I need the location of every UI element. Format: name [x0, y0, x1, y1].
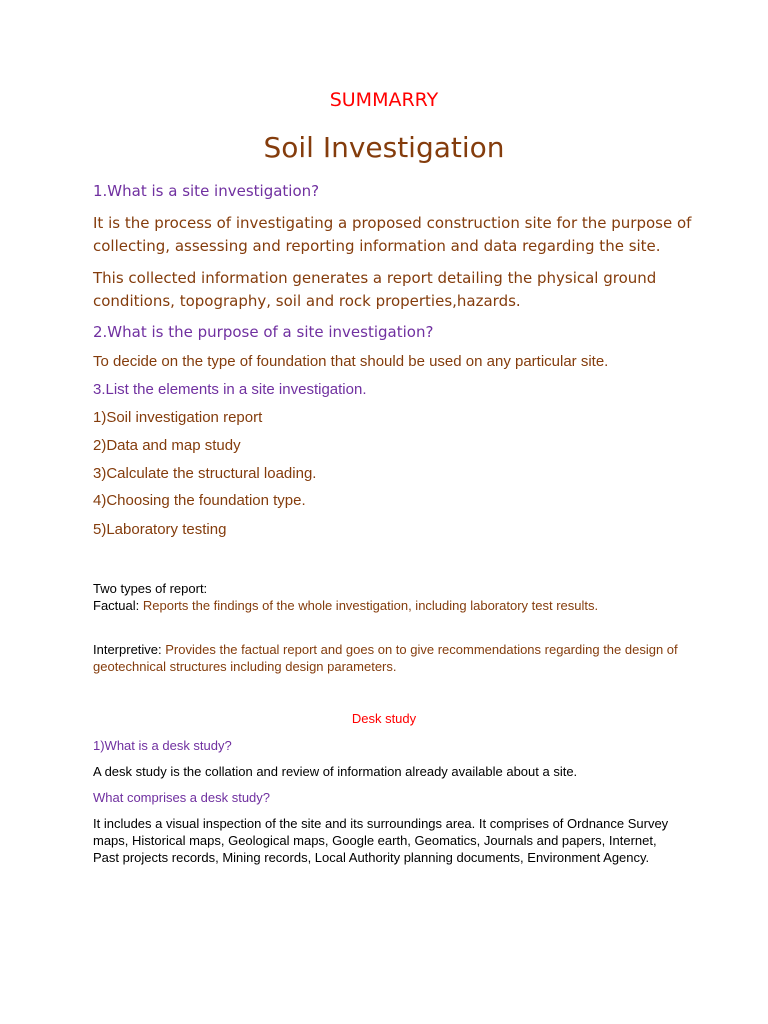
list-item: 3)Calculate the structural loading.	[93, 465, 317, 482]
factual-line	[93, 597, 598, 615]
page-title: Soil Investigation	[263, 131, 505, 164]
desk-study-question-1: 1)What is a desk study?	[93, 738, 232, 753]
answer-1-paragraph-2: This collected information generates a report detailing the physical ground conditions, topography, soil and rock properties,hazards.	[93, 269, 657, 310]
desk-study-answer-1: A desk study is the collation and review of information already available about a site.	[93, 764, 578, 779]
answer-1-paragraph-1: It is the process of investigating a proposed construction site for the purpose of collecting, assessing and reporting information and data regarding the site.	[93, 214, 692, 255]
desk-study-answer-2: It includes a visual inspection of the site and its surroundings area. It comprises of Ordnance Survey maps, Historical maps, Geological maps, Google earth, Geomatics, Journals and papers, Internet, Past projects records, Mining records, Local Authority planning documents, Environment Agency.	[93, 816, 669, 865]
question-1: 1.What is a site investigation?	[93, 182, 320, 200]
question-3: 3.List the elements in a site investigation.	[93, 381, 367, 398]
list-item: 5)Laboratory testing	[93, 521, 227, 538]
factual-text: Reports the findings of the whole investigation, including laboratory test results.	[142, 598, 599, 613]
desk-study-question-2: What comprises a desk study?	[93, 790, 271, 805]
factual-label: Factual:	[93, 598, 143, 613]
interpretive-paragraph	[93, 641, 683, 675]
desk-study-heading: Desk study	[351, 711, 417, 726]
summary-heading: SUMMARRY	[329, 89, 439, 111]
list-item: 4)Choosing the foundation type.	[93, 492, 306, 509]
interpretive-label: Interpretive:	[93, 642, 166, 657]
question-2: 2.What is the purpose of a site investigation?	[93, 323, 434, 341]
list-item: 2)Data and map study	[93, 437, 241, 454]
answer-2: To decide on the type of foundation that should be used on any particular site.	[93, 353, 609, 370]
report-types-intro: Two types of report:	[93, 581, 208, 596]
list-item: 1)Soil investigation report	[93, 409, 263, 426]
interpretive-text: Provides the factual report and goes on to give recommendations regarding the design of geotechnical structures including design parameters.	[93, 642, 678, 674]
